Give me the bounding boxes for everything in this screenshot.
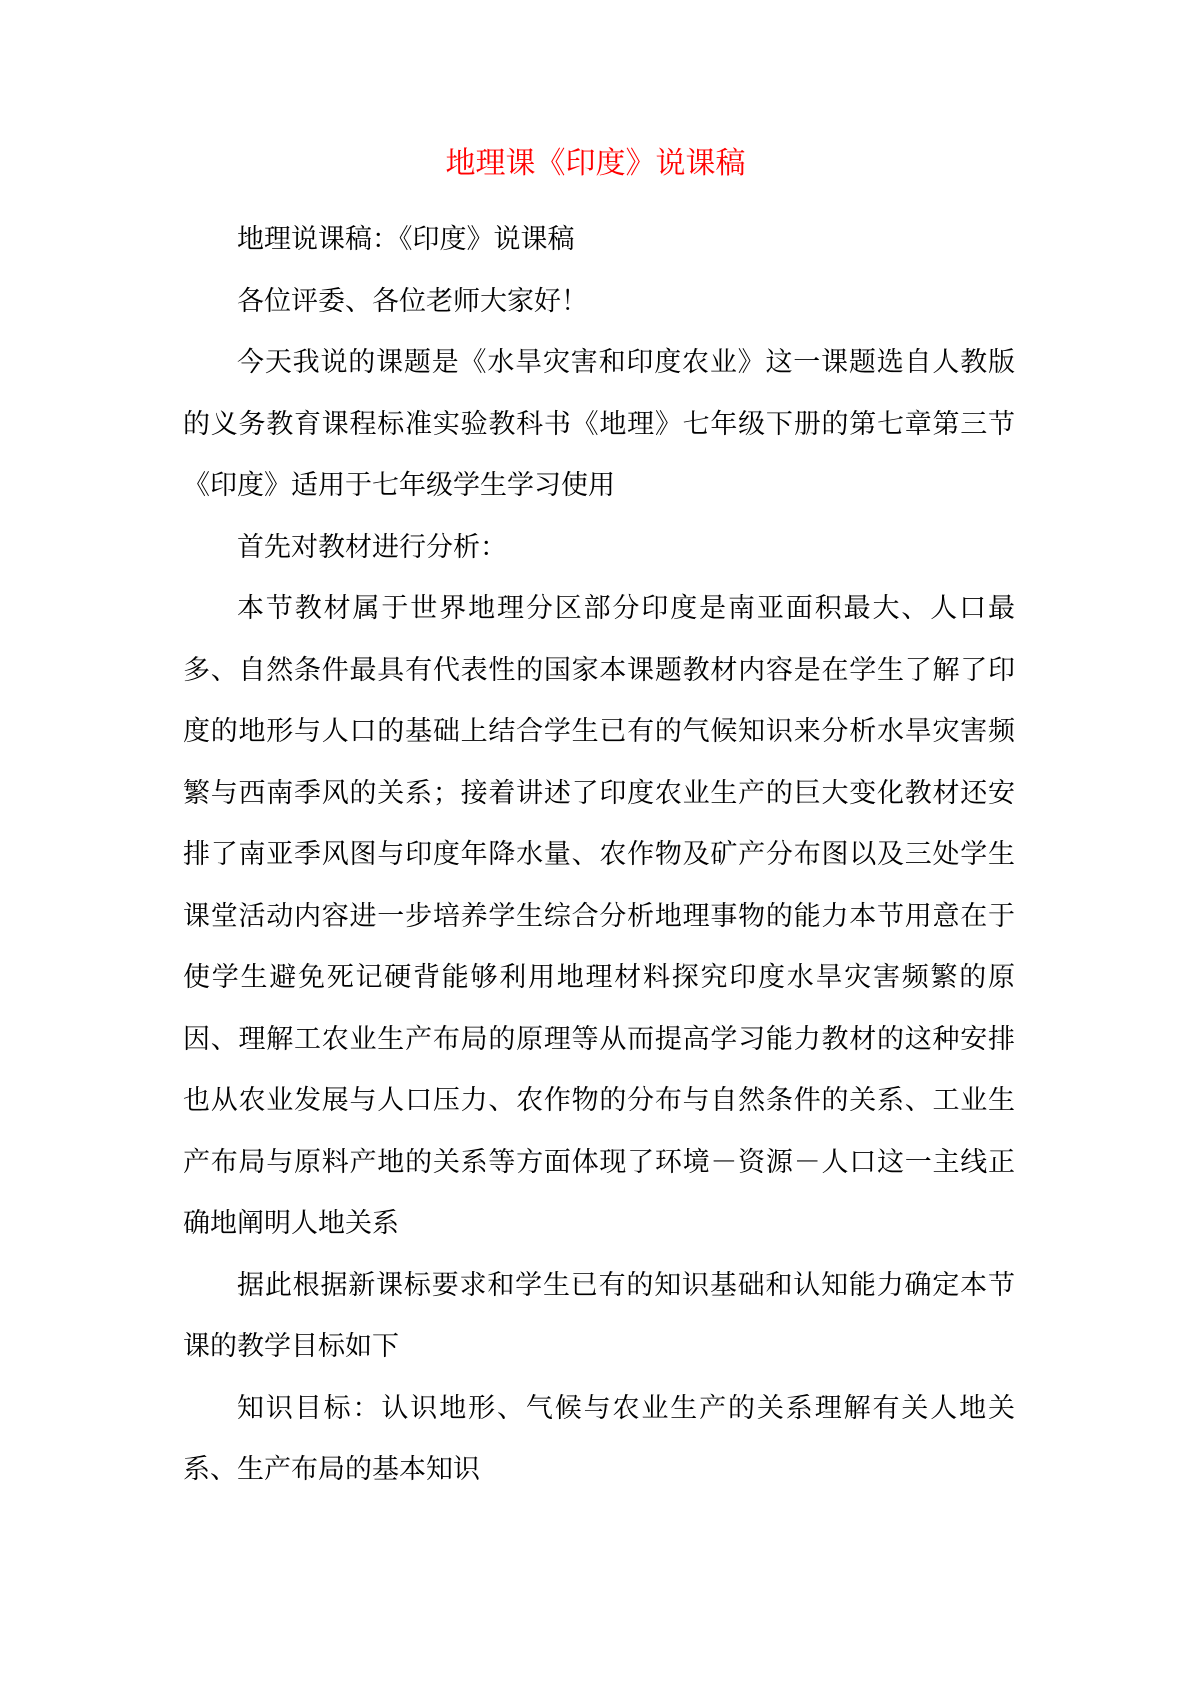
paragraph-greeting: 各位评委、各位老师大家好！	[237, 285, 588, 317]
paragraph-knowledge-objective: 知识目标：认识地形、气候与农业生产的关系理解有关人地关系、生产布局的基本知识	[183, 1392, 1015, 1485]
paragraph-subtitle: 地理说课稿：《印度》说课稿	[237, 224, 575, 255]
paragraph-objectives-intro: 据此根据新课标要求和学生已有的知识基础和认知能力确定本节课的教学目标如下	[183, 1269, 1015, 1362]
paragraph-topic: 今天我说的课题是《水旱灾害和印度农业》这一课题选自人教版的义务教育课程标准实验教科书《地理》七年级下册的第七章第三节《印度》适用于七年级学生学习使用	[183, 347, 1015, 501]
paragraph-analysis-heading: 首先对教材进行分析：	[237, 531, 507, 563]
paragraph-textbook-analysis: 本节教材属于世界地理分区部分印度是南亚面积最大、人口最多、自然条件最具有代表性的国家本课题教材内容是在学生了解了印度的地形与人口的基础上结合学生已有的气候知识来分析水旱灾害频繁与西南季风的关系；接着讲述了印度农业生产的巨大变化教材还安排了南亚季风图与印度年降水量、农作物及矿产分布图以及三处学生课堂活动内容进一步培养学生综合分析地理事物的能力本节用意在于使学生避免死记硬背能够利用地理材料探究印度水旱灾害频繁的原因、理解工农业生产布局的原理等从而提高学习能力教材的这种安排也从农业发展与人口压力、农作物的分布与自然条件的关系、工业生产布局与原料产地的关系等方面体现了环境－资源－人口这一主线正确地阐明人地关系	[183, 593, 1015, 1239]
document-title: 地理课《印度》说课稿	[445, 146, 746, 181]
document-body	[183, 209, 1015, 1501]
